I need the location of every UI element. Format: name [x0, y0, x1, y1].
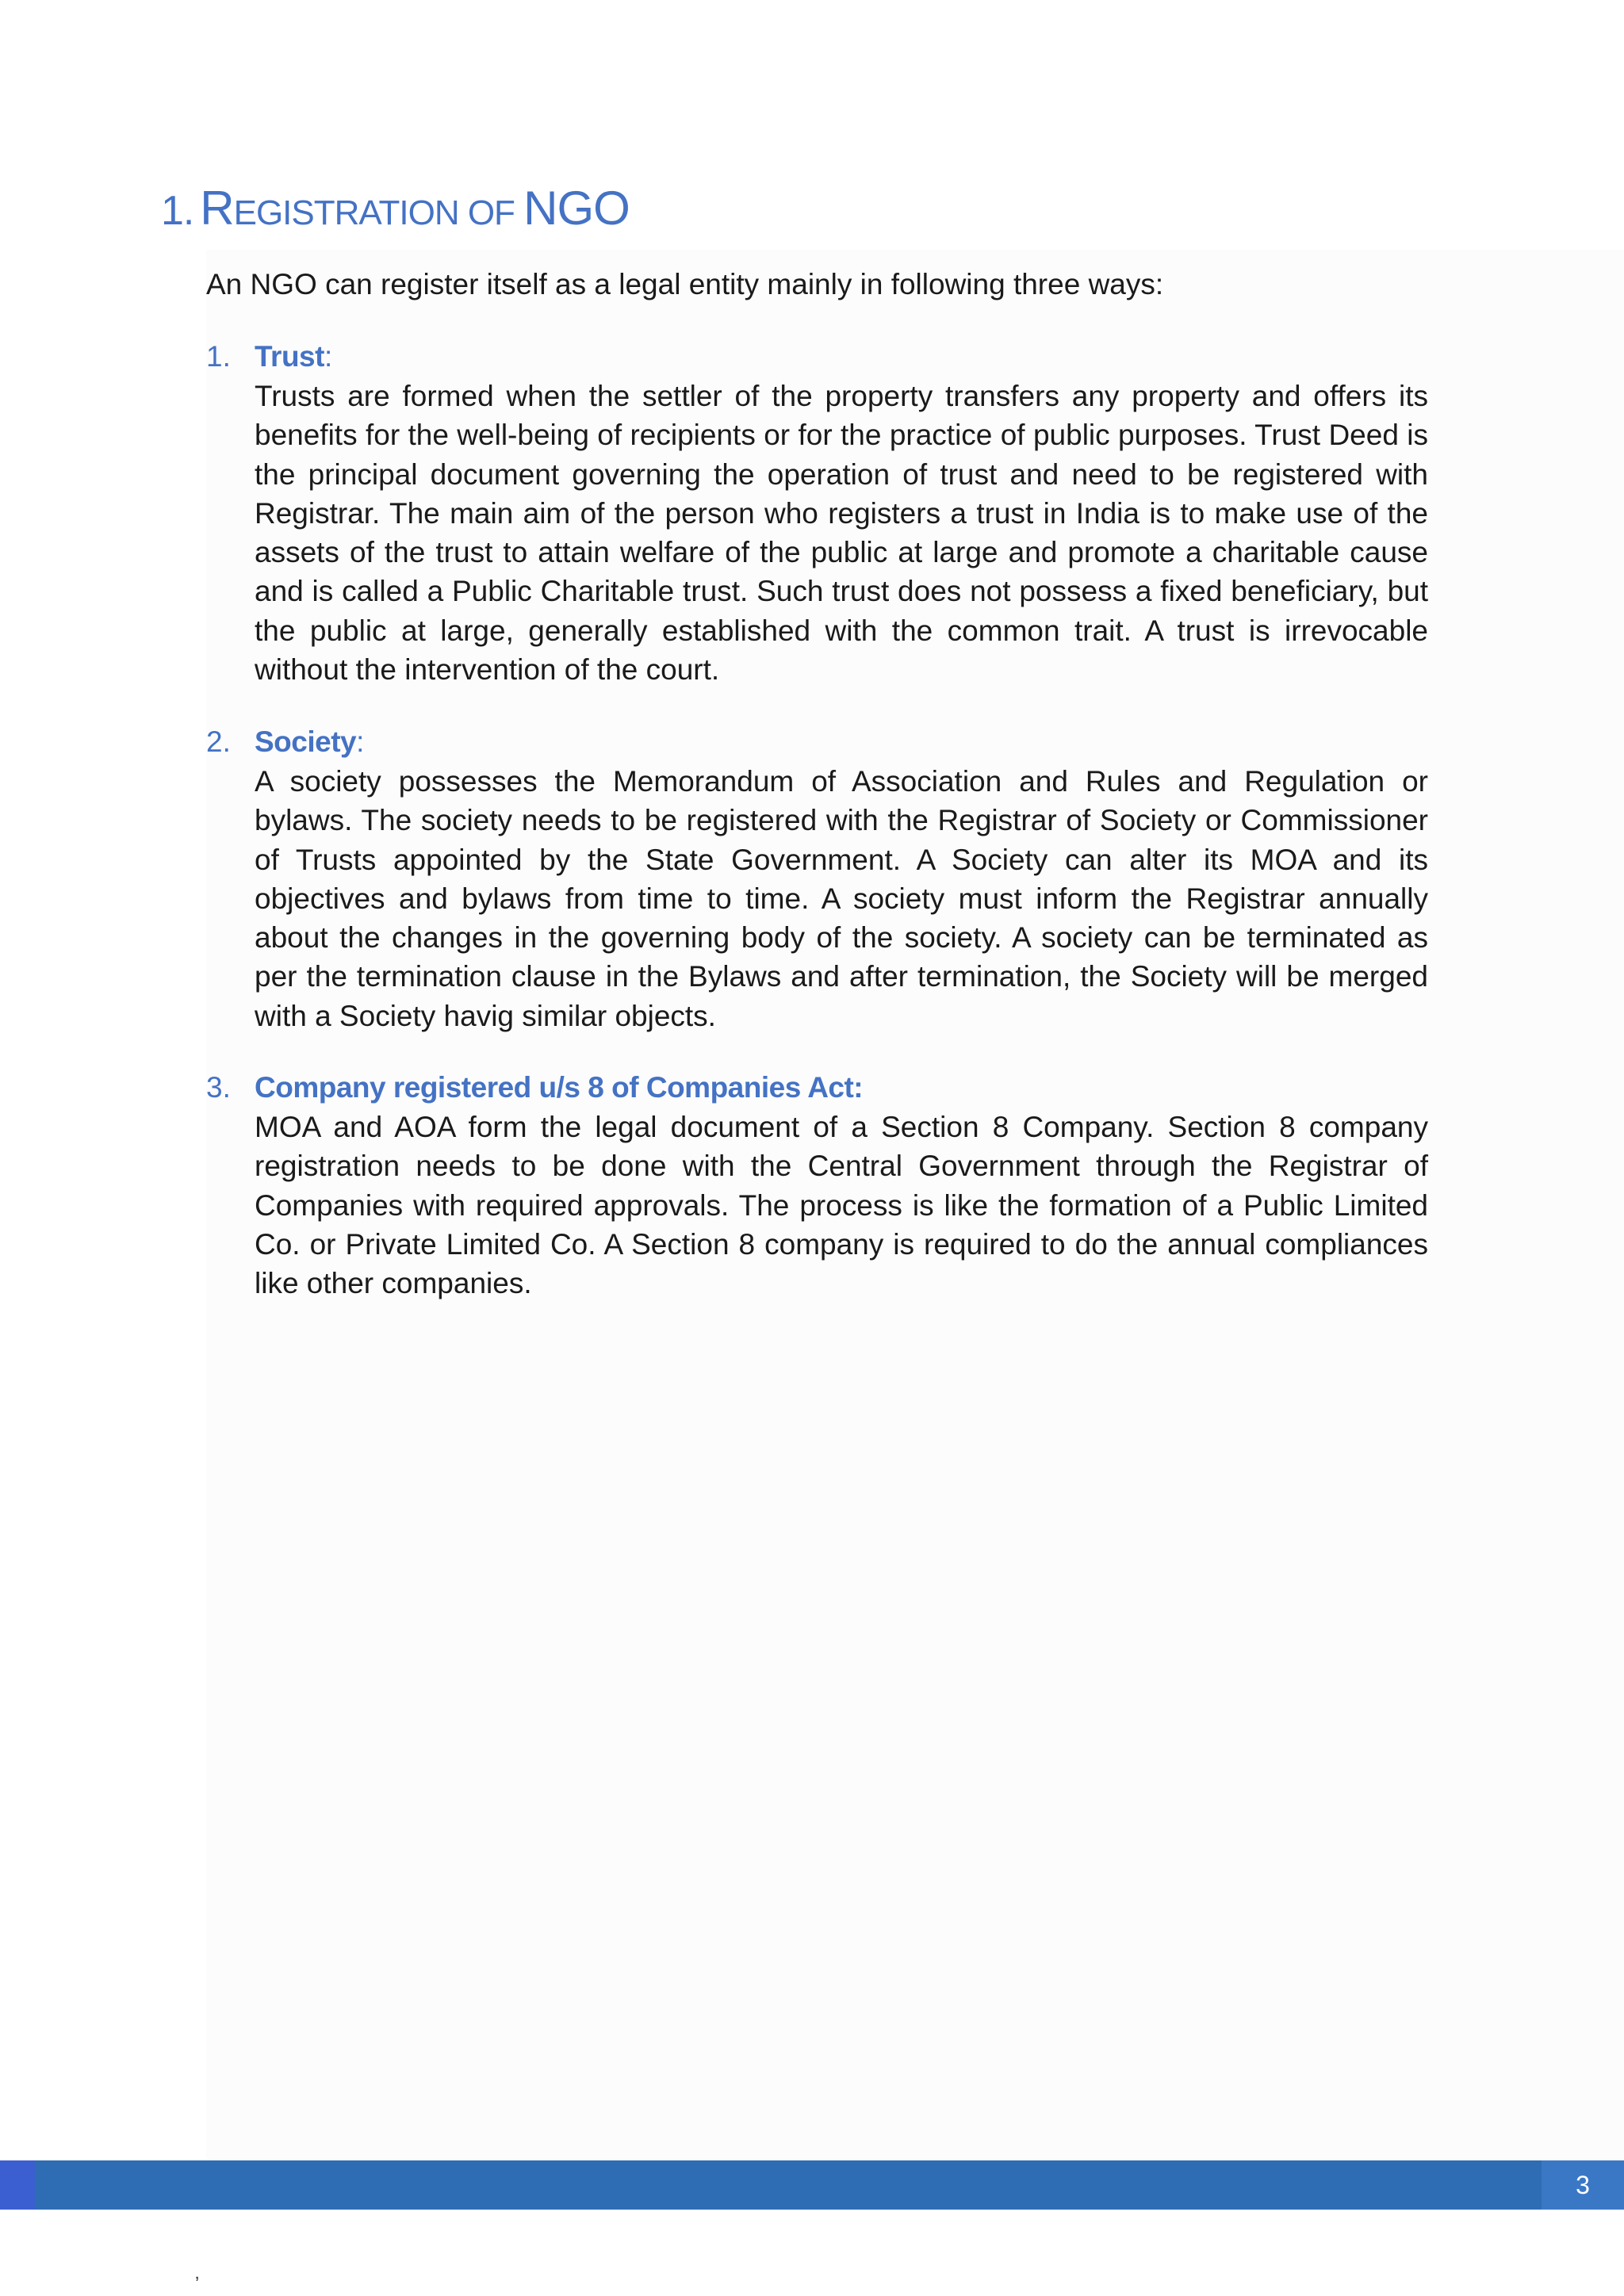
heading-smallcaps: EGISTRATION OF	[233, 193, 524, 232]
list-item-title-company	[206, 1068, 863, 1107]
company-paragraph: MOA and AOA form the legal document of a Section 8 Company. Section 8 company registration needs to be done with the Central Government through the Registrar of Companies with required approvals. The process is like the formation of a Public Limited Co. or Private Limited Co. A Section 8 company is required to do the annual compliances like other companies.	[255, 1111, 1428, 1300]
page-number: 3	[1542, 2160, 1624, 2210]
footer-accent-block	[0, 2160, 35, 2210]
intro-paragraph: An NGO can register itself as a legal entity mainly in following three ways:	[206, 268, 1164, 300]
list-item-title-trust	[206, 337, 332, 376]
trust-paragraph: Trusts are formed when the settler of the property transfers any property and offers its benefits for the well-being of recipients or for the practice of public purposes. Trust Deed is the principal document governing the operation of trust and need to be registered with Registrar. The main aim of the person who registers a trust in India is to make use of the assets of the trust to attain welfare of the public at large and promote a charitable cause and is called a Public Charitable trust. Such trust does not possess a fixed beneficiary, but the public at large, generally established with the common trait. A trust is irrevocable without the intervention of the court.	[255, 380, 1428, 687]
list-item-number: 1.	[206, 340, 231, 373]
heading-initial: R	[200, 182, 234, 235]
list-item-number: 3.	[206, 1071, 231, 1104]
list-item-colon: :	[324, 340, 333, 373]
heading-acronym: NGO	[523, 182, 630, 235]
list-item-number: 2.	[206, 725, 231, 758]
society-paragraph: A society possesses the Memorandum of Association and Rules and Regulation or bylaws. The society needs to be registered with the Registrar of Society or Commissioner of Trusts appointed by the State Government. A Society can alter its MOA and its objectives and bylaws from time to time. A society must inform the Registrar annually about the changes in the governing body of the society. A society can be terminated as per the termination clause in the Bylaws and after termination, the Society will be merged with a Society havig similar objects.	[255, 765, 1428, 1032]
list-item-label: Trust	[255, 340, 324, 373]
list-item-title-society	[206, 722, 364, 761]
list-item-label: Society	[255, 725, 357, 758]
section-number: 1.	[161, 188, 194, 234]
stray-mark: ʼ	[195, 2274, 200, 2295]
footer-bar	[0, 2160, 1624, 2210]
list-item-label: Company registered u/s 8 of Companies Act:	[255, 1071, 864, 1104]
list-item-colon: :	[356, 725, 365, 758]
section-heading	[161, 181, 630, 235]
